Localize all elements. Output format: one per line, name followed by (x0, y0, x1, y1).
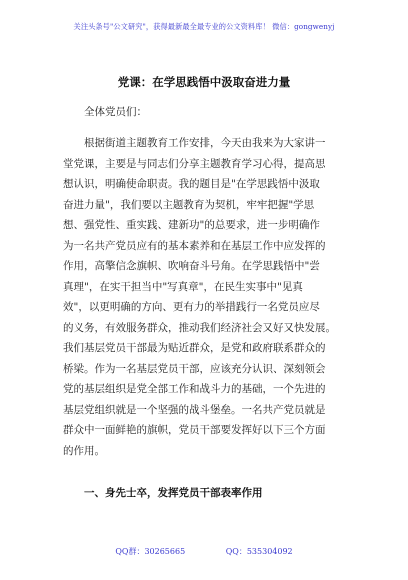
body-line: 我们基层党员干部最为贴近群众，是党和政府联系群众的 (63, 342, 326, 354)
body-line: 效"，以更明确的方向、更有力的举措践行一名党员应尽 (63, 301, 320, 313)
body-line: 桥梁。作为一名基层党员干部，应该充分认识、深刻领会 (63, 362, 326, 375)
body-paragraph (63, 133, 355, 461)
body-line: 根据街道主题教育工作安排，今天由我来为大家讲一 (63, 137, 326, 149)
promo-banner: 关注头条号"公文研究"，获得最新最全最专业的公文资料库！ 微信：gongwenyj (73, 22, 335, 31)
body-line: 的作用。 (63, 444, 105, 457)
salutation: 全体党员们： (84, 106, 147, 118)
body-line: 想、强党性、重实践、建新功"的总要求，进一步明确作 (63, 219, 320, 231)
body-line: 真理"，在实干担当中"写真章"，在民生实事中"见真 (63, 280, 303, 293)
qq-number: QQ：535304092 (225, 547, 293, 556)
body-line: 想认识，明确使命职责。我的题目是"在学思践悟中汲取 (63, 178, 320, 190)
document-title: 党课：在学思践悟中汲取奋进力量 (117, 75, 291, 89)
body-line: 为一名共产党员应有的基本素养和在基层工作中应发挥的 (63, 239, 326, 252)
footer-contacts (0, 546, 408, 557)
body-line: 群众中一面鲜艳的旗帜，党员干部要发挥好以下三个方面 (63, 424, 326, 436)
body-line: 堂党课，主要是与同志们分享主题教育学习心得，提高思 (63, 157, 326, 170)
body-line: 党的基层组织是党全部工作和战斗力的基础，一个先进的 (63, 383, 326, 395)
body-line: 奋进力量"，我们要以主题教育为契机，牢牢把握"学思 (63, 198, 315, 211)
qq-group-number: QQ群：30265665 (115, 547, 186, 556)
body-line: 的义务，有效服务群众，推动我们经济社会又好又快发展。 (63, 321, 336, 334)
body-line: 作用，高擎信念旗帜、吹响奋斗号角。在学思践悟中"尝 (63, 260, 320, 272)
body-line: 基层党组织就是一个坚强的战斗堡垒。一名共产党员就是 (63, 403, 326, 416)
section-heading: 一、身先士卒，发挥党员干部表率作用 (84, 487, 263, 499)
